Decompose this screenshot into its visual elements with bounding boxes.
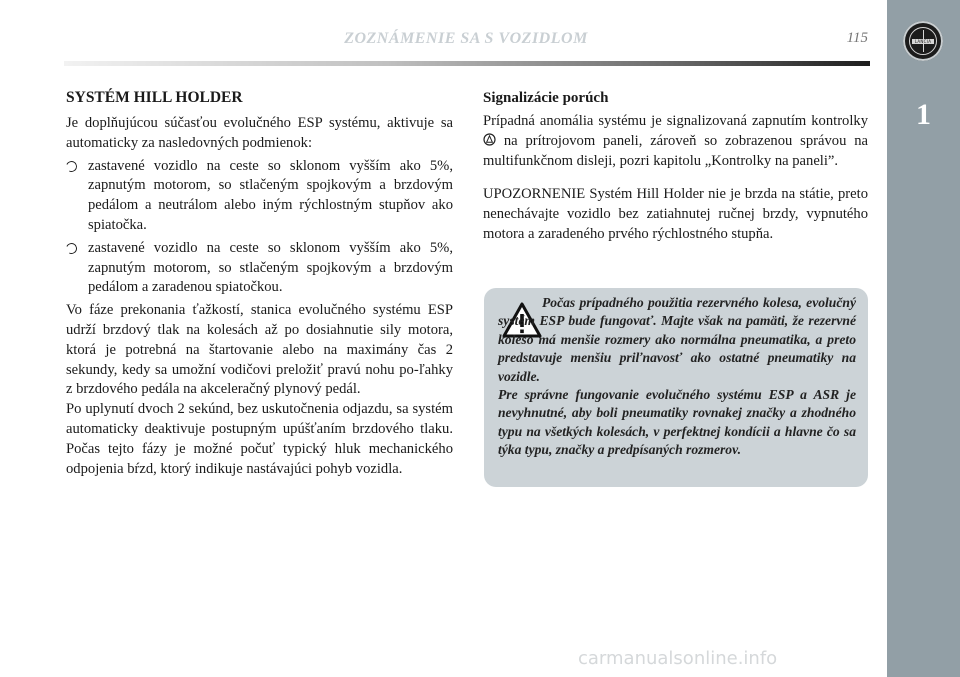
running-title: ZOZNÁMENIE SA S VOZIDLOM: [344, 30, 588, 47]
chapter-number: 1: [916, 98, 931, 131]
chapter-sidebar: [887, 0, 960, 677]
list-item-text: zastavené vozidlo na ceste so sklonom vyšším ako 5%, zapnutým motorom, so stlačeným spojkovým a brzdovým pedálom a neutrálom alebo iným rýchlostným stupňov ako spiatočka.: [88, 157, 453, 233]
warning-second: Pre správne fungovanie evolučného systému ESP a ASR je nevyhnutné, aby boli pneumatiky rovnakej značky a zhodného typu na všetkých kolesách, v perfektnej kondícii a hlavne čo sa týka typu, značky a predpísaných rozmerov.: [498, 387, 856, 458]
logo-text: LANCIA: [914, 39, 932, 44]
body-paragraph: Vo fáze prekonania ťažkostí, stanica evolučného systému ESP udrží brzdový tlak na kolesách až po dosiahnutie sily motora, ktorá je potrebná na štartovanie alebo na maximány čas 2 sekundy, kedy sa umožní vodičovi preložiť pravú nohu po-ľahky z brzdového pedála na akceleračný plynový pedál.: [66, 302, 453, 398]
warning-box: [484, 288, 868, 487]
warning-text: [498, 294, 856, 460]
body-paragraph: Prípadná anomália systému je signalizovaná zapnutím kontrolky na prítrojovom paneli, zároveň so zobrazenou správou na multifunkčnom disleji, pozri kapitolu „Kontrolky na paneli”.: [483, 113, 868, 169]
warning-lead: Počas prípadného použitia rezervného kolesa, evolučný systém ESP bude fungovať. Majte však na pamäti, že rezervné koleso má menšie rozmery ako normálna pneumatika, a preto predstavuje menšiu priľnavosť ako ostatné pneumatiky na vozidle.: [498, 295, 856, 384]
list-item: [66, 239, 453, 298]
watermark: carmanualsonline.info: [578, 648, 778, 669]
subsection-title: Signalizácie porúch: [483, 90, 609, 106]
bullet-icon: [64, 241, 78, 255]
page-number: 115: [846, 30, 868, 46]
bullet-icon: [64, 159, 78, 173]
esp-warning-icon: [483, 133, 496, 146]
right-column: [483, 88, 868, 245]
list-item-text: zastavené vozidlo na ceste so sklonom vyšším ako 5%, zapnutým motorom, so stlačeným spojkovým a brzdovým pedálom a zaradenou spiatočkou.: [88, 239, 453, 296]
page-header: [64, 30, 868, 54]
section-title: SYSTÉM HILL HOLDER: [66, 89, 243, 106]
lancia-logo-icon: [903, 21, 943, 61]
list-item: [66, 157, 453, 236]
body-paragraph: Po uplynutí dvoch 2 sekúnd, bez uskutočnenia odjazdu, sa systém automaticky deaktivuje postupným upúšťaním brzdového tlaku. Počas tejto fázy je možné počuť typický hluk mechanického odpojenia bŕzd, ktorý indikuje nastávajúci pohyb vozidla.: [66, 401, 453, 477]
header-rule: [64, 61, 870, 66]
left-column: [66, 88, 453, 479]
intro-paragraph: Je doplňujúcou súčasťou evolučného ESP systému, aktivuje sa automaticky za nasledovných podmienok:: [66, 115, 453, 151]
notice-paragraph: UPOZORNENIE Systém Hill Holder nie je brzda na státie, preto nenechávajte vozidlo bez zatiahnutej ručnej brzdy, vypnutého motora a zaradeného prvého rýchlostného stupňa.: [483, 186, 868, 242]
